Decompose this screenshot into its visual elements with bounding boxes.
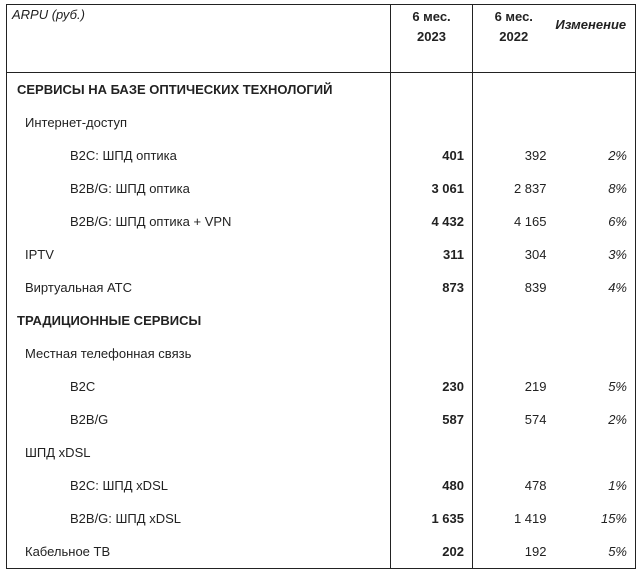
value-2023: 1 635 <box>391 502 473 535</box>
value-change <box>555 337 636 370</box>
value-2023: 587 <box>391 403 473 436</box>
header-col-2022 <box>473 5 555 73</box>
row-label: Виртуальная АТС <box>7 271 391 304</box>
table-row <box>7 238 636 271</box>
row-label: B2B/G <box>7 403 391 436</box>
table-row <box>7 337 636 370</box>
header-col-2023 <box>391 5 473 73</box>
value-2022: 392 <box>524 148 547 163</box>
row-label: IPTV <box>7 238 391 271</box>
row-label: СЕРВИСЫ НА БАЗЕ ОПТИЧЕСКИХ ТЕХНОЛОГИЙ <box>7 73 391 107</box>
value-2023: 3 061 <box>391 172 473 205</box>
row-label: Кабельное ТВ <box>7 535 391 569</box>
value-2022: 478 <box>524 478 547 493</box>
value-change: 3% <box>555 238 636 271</box>
header-col-2023-line1: 6 мес. <box>412 9 451 24</box>
header-col-2023-line2: 2023 <box>417 29 446 44</box>
value-2022: 574 <box>524 412 547 427</box>
value-change: 6% <box>555 205 636 238</box>
value-2023: 873 <box>391 271 473 304</box>
table-row <box>7 106 636 139</box>
value-change: 4% <box>555 271 636 304</box>
value-change <box>555 73 636 107</box>
value-2023 <box>391 436 473 469</box>
value-2023 <box>391 304 473 337</box>
value-2023: 311 <box>391 238 473 271</box>
row-label: B2C <box>7 370 391 403</box>
value-2022: 1 419 <box>513 511 547 526</box>
value-2022 <box>473 337 555 370</box>
table-header-row <box>7 5 636 73</box>
value-2023: 202 <box>391 535 473 569</box>
value-2023: 4 432 <box>391 205 473 238</box>
header-label: ARPU (руб.) <box>7 5 391 73</box>
value-change: 1% <box>555 469 636 502</box>
value-2022: 4 165 <box>513 214 547 229</box>
table-row <box>7 304 636 337</box>
table-row <box>7 172 636 205</box>
value-2023 <box>391 106 473 139</box>
value-2022: 304 <box>524 247 547 262</box>
value-change <box>555 304 636 337</box>
row-label: ШПД xDSL <box>7 436 391 469</box>
table-row <box>7 370 636 403</box>
row-label: Местная телефонная связь <box>7 337 391 370</box>
row-label: B2C: ШПД xDSL <box>7 469 391 502</box>
value-2022 <box>473 436 555 469</box>
value-2023 <box>391 73 473 107</box>
value-change: 5% <box>555 370 636 403</box>
value-2023: 480 <box>391 469 473 502</box>
value-change: 15% <box>555 502 636 535</box>
value-2022: 192 <box>473 535 555 569</box>
table-row <box>7 139 636 172</box>
row-label: Интернет-доступ <box>7 106 391 139</box>
header-col-change: Изменение <box>555 5 636 73</box>
value-2023: 401 <box>391 139 473 172</box>
value-2022: 839 <box>524 280 547 295</box>
value-2022: 219 <box>524 379 547 394</box>
value-change: 2% <box>555 139 636 172</box>
table-row <box>7 502 636 535</box>
row-label: ТРАДИЦИОННЫЕ СЕРВИСЫ <box>7 304 391 337</box>
row-label: B2B/G: ШПД xDSL <box>7 502 391 535</box>
table-body <box>7 73 636 569</box>
table-row <box>7 436 636 469</box>
table-row <box>7 271 636 304</box>
value-change <box>555 106 636 139</box>
value-2022 <box>473 304 555 337</box>
value-2022 <box>473 73 555 107</box>
arpu-table <box>6 4 636 569</box>
value-2022: 2 837 <box>513 181 547 196</box>
value-change <box>555 436 636 469</box>
value-change: 5% <box>555 535 636 569</box>
table-row <box>7 403 636 436</box>
header-col-2022-line1: 6 мес. <box>494 9 533 24</box>
value-change: 2% <box>555 403 636 436</box>
row-label: B2B/G: ШПД оптика + VPN <box>7 205 391 238</box>
row-label: B2C: ШПД оптика <box>7 139 391 172</box>
row-label: B2B/G: ШПД оптика <box>7 172 391 205</box>
table-row <box>7 469 636 502</box>
table-row <box>7 205 636 238</box>
table-row <box>7 535 636 569</box>
table-row <box>7 73 636 107</box>
value-2023: 230 <box>391 370 473 403</box>
value-2022 <box>473 106 555 139</box>
header-col-2022-line2: 2022 <box>499 29 529 44</box>
value-2023 <box>391 337 473 370</box>
value-change: 8% <box>555 172 636 205</box>
